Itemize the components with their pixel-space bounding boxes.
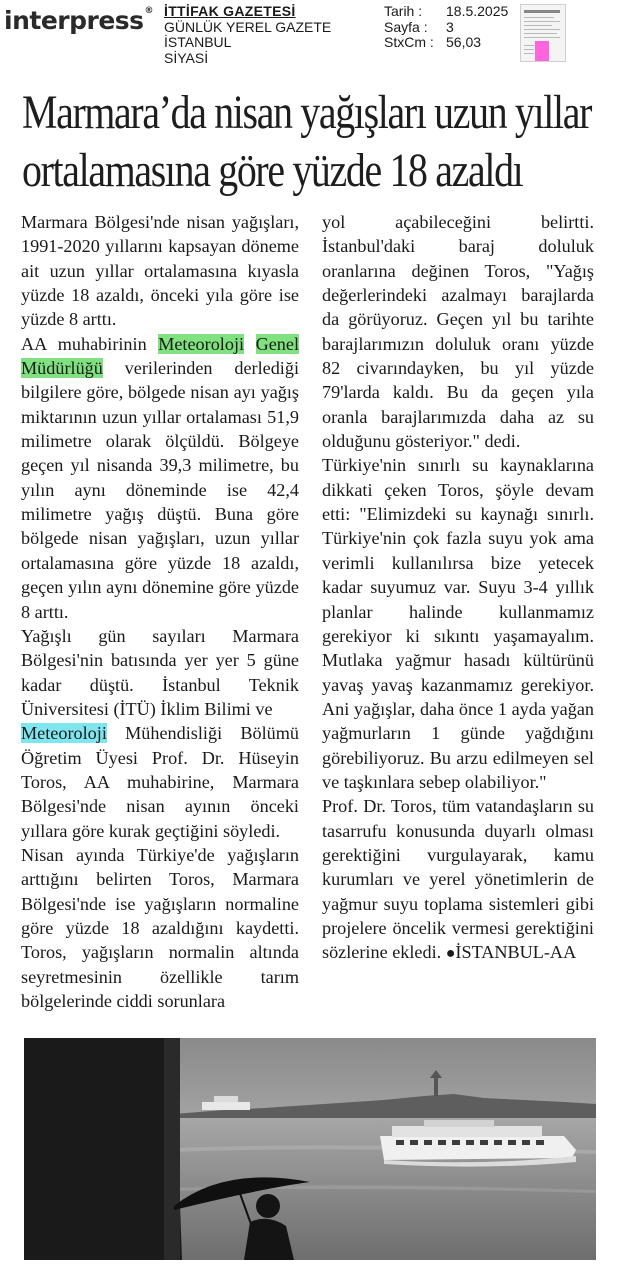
article-column-1 [21, 210, 299, 1013]
paragraph: Türkiye'nin sınırlı su kaynaklarına dikkati çeken Toros, şöyle devam etti: "Elimizdeki su kaynağı sınırlı. Türkiye'nin çok fazla suyu yok ama verimli kullanılırsa bize yetecek kadar suyumuz var. Suyu 3-4 yıllık planlar halinde kullanmamız gerekiyor ki sıkıntı yaşamayalım. Mutlaka yağmur hasadı kültürünü yavaş yavaş kazanmamız gerekiyor. Ani yağışlar, daha önce 1 ayda yağan yağmurların 1 günde yağdığını görebiliyoruz. Bu arzu edilmeyen sel ve taşkınlara sebep olabiliyor." [322, 455, 594, 792]
publication-info [164, 4, 331, 66]
publication-category: SİYASİ [164, 49, 209, 66]
logo-text: interpress [4, 6, 144, 35]
meta-date: Tarih : 18.5.2025 [384, 3, 509, 19]
meta-stxcm: StxCm : 56,03 [384, 34, 482, 50]
paragraph: Prof. Dr. Toros, tüm vatandaşların su tasarrufu konusunda duyarlı olması gerektiğini vurgulayarak, kamu kurumları ve yerel yönetimlerin de yağmur suyu toplama sistemleri gibi projelere öncelik vermesi gerektiğini sözlerine ekledi. ●İSTANBUL-AA [322, 796, 594, 963]
meta-page: Sayfa : 3 [384, 18, 454, 35]
paragraph: Marmara Bölgesi'nde nisan yağışları, 1991-2020 yıllarını kapsayan döneme ait uzun yıllar ortalamasına kıyasla yüzde 18 azaldı, önceki yıla göre ise yüzde 8 arttı. [21, 212, 299, 330]
interpress-logo [4, 6, 153, 35]
highlight-meteoroloji: Meteoroloji [158, 333, 245, 354]
paragraph: Yağışlı gün sayıları Marmara Bölgesi'nin batısında yer yer 5 güne kadar düştü. İstanbul Teknik Üniversitesi (İTÜ) İklim Bilimi ve Meteoroloji Mühendisliği Bölümü Öğretim Üyesi Prof. Dr. Hüseyin Toros, AA muhabirine, Marmara Bölgesi'nde nisan ayının önceki yıllara göre kurak geçtiğini söyledi. [21, 625, 299, 841]
article-photo [24, 1038, 596, 1260]
article-headline [22, 84, 592, 200]
paragraph: yol açabileceğini belirtti. İstanbul'daki baraj doluluk oranlarına değinen Toros, "Yağış değerlerindeki azalmayı barajlarda da görüyoruz. Geçen yıl bu tarihte barajlarımızın doluluk oranı yüzde 82 civarındayken, bu yıl yüzde 79'larda kaldı. Bu da geçen yıla oranla barajlarımızda daha az su olduğunu gösteriyor." dedi. [322, 212, 594, 452]
publication-type: GÜNLÜK YEREL GAZETE [164, 18, 332, 35]
page-position-marker [535, 41, 549, 61]
highlight-meteoroloji: Meteoroloji [21, 723, 107, 744]
article-column-2 [322, 210, 594, 967]
page-thumbnail [520, 4, 566, 62]
headline-line-1: Marmara’da nisan yağışları uzun yıllar [22, 86, 592, 139]
paragraph: Nisan ayında Türkiye'de yağışların arttığını belirten Toros, Marmara Bölgesi'nde ise yağışların normaline göre yüzde 18 azaldığını kaydetti. Toros, yağışların normalin altında seyretmesinin özellikle tarım bölgelerinde ciddi sorunlara [21, 844, 299, 1011]
clip-meta [384, 4, 508, 51]
publication-name: İTTİFAK GAZETESİ [164, 3, 296, 19]
highlight-genel-mudurlugu: Genel Müdürlüğü [21, 333, 300, 379]
publication-city: İSTANBUL [164, 34, 232, 50]
bullet-icon: ● [445, 945, 456, 963]
paragraph: AA muhabirinin Meteoroloji Genel Müdürlüğü verilerinden derlediği bilgilere göre, bölgede nisan ayı yağış miktarının uzun yıllar ortalaması 51,9 milimetre olarak ölçüldü. Bölgeye geçen yıl nisanda 39,3 milimetre, bu yılın aynı döneminde ise 42,4 milimetre yağış düştü. Buna göre bölgede nisan yağışları, uzun yıllar ortalamasına göre yüzde 18 azaldı, geçen yılın aynı dönemine göre yüzde 8 arttı. [21, 333, 300, 622]
byline: İSTANBUL-AA [455, 942, 577, 963]
headline-line-2: ortalamasına göre yüzde 18 azaldı [22, 144, 523, 197]
registered-mark: ® [144, 6, 154, 16]
